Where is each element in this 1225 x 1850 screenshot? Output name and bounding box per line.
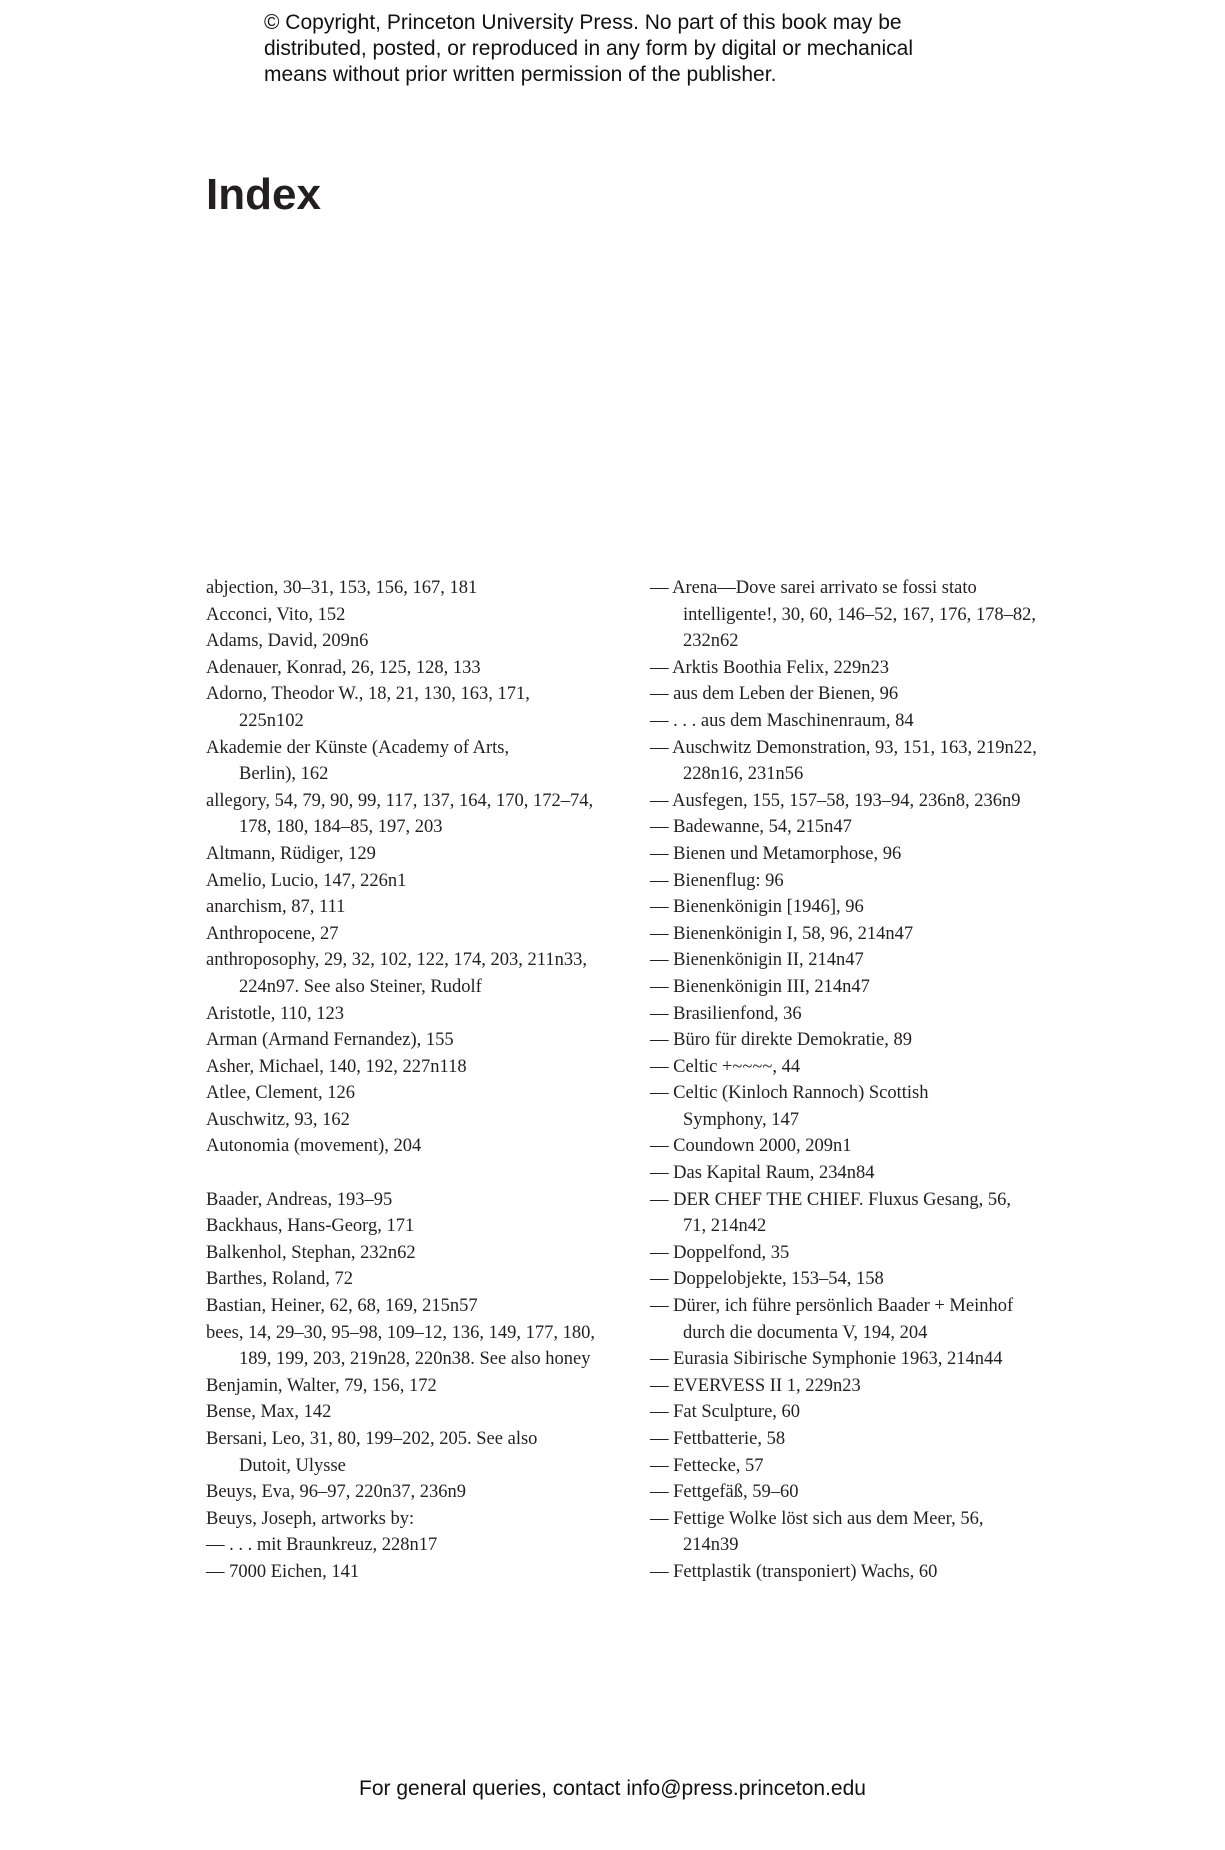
index-subentry: — Fettplastik (transponiert) Wachs, 60 [650, 1561, 938, 1582]
index-subentry: — . . . aus dem Maschinenraum, 84 [650, 710, 914, 731]
index-subentry: — Bienenkönigin I, 58, 96, 214n47 [650, 923, 914, 944]
index-subentry: — DER CHEF THE CHIEF. Fluxus Gesang, 56, [650, 1189, 1011, 1210]
index-subentry: — 7000 Eichen, 141 [206, 1561, 360, 1582]
index-subentry: — Bienenkönigin III, 214n47 [650, 976, 870, 997]
index-entry: Bense, Max, 142 [206, 1402, 332, 1423]
index-entry: Auschwitz, 93, 162 [206, 1109, 350, 1130]
index-entry: anarchism, 87, 111 [206, 897, 346, 918]
index-entry: Acconci, Vito, 152 [206, 604, 346, 625]
index-subentry: — Celtic (Kinloch Rannoch) Scottish [650, 1083, 929, 1104]
index-entry-continuation: 224n97. See also Steiner, Rudolf [239, 976, 482, 997]
copyright-line: means without prior written permission of the publisher. [264, 63, 777, 86]
copyright-notice [264, 10, 1044, 88]
index-subentry: — Auschwitz Demonstration, 93, 151, 163, 219n22, [650, 737, 1037, 758]
index-subentry: — aus dem Leben der Bienen, 96 [650, 684, 899, 705]
index-entry: Bersani, Leo, 31, 80, 199–202, 205. See also [206, 1429, 538, 1449]
index-entry-continuation: durch die documenta V, 194, 204 [683, 1322, 928, 1343]
index-entry: Akademie der Künste (Academy of Arts, [206, 737, 510, 758]
index-subentry: — Fettige Wolke löst sich aus dem Meer, 56, [650, 1508, 984, 1529]
copyright-line: distributed, posted, or reproduced in any form by digital or mechanical [264, 37, 914, 60]
index-subentry: — Bienenflug: 96 [650, 870, 784, 891]
index-entry: Adenauer, Konrad, 26, 125, 128, 133 [206, 657, 481, 678]
index-subentry: — Ausfegen, 155, 157–58, 193–94, 236n8, 236n9 [650, 790, 1021, 811]
index-entry: Adams, David, 209n6 [206, 631, 369, 652]
index-entry: Barthes, Roland, 72 [206, 1269, 353, 1290]
index-entry-continuation: 214n39 [683, 1535, 739, 1556]
index-subentry: — Fettgefäß, 59–60 [650, 1482, 799, 1503]
page-title: Index [206, 170, 321, 219]
index-subentry: — Fettecke, 57 [650, 1455, 764, 1476]
index-entry: Anthropocene, 27 [206, 923, 339, 944]
footer-text: For general queries, contact info@press.princeton.edu [359, 1777, 866, 1800]
index-entry: Arman (Armand Fernandez), 155 [206, 1030, 454, 1051]
index-subentry: — Coundown 2000, 209n1 [650, 1136, 852, 1157]
index-entry: Beuys, Eva, 96–97, 220n37, 236n9 [206, 1482, 467, 1503]
index-subentry: — Doppelfond, 35 [650, 1242, 790, 1263]
index-subentry: — Das Kapital Raum, 234n84 [650, 1163, 875, 1184]
index-subentry: — Eurasia Sibirische Symphonie 1963, 214n44 [650, 1349, 1003, 1370]
index-entry-continuation: 228n16, 231n56 [683, 764, 804, 785]
index-entry: allegory, 54, 79, 90, 99, 117, 137, 164, 170, 172–74, [206, 790, 594, 811]
index-subentry: — Celtic +~~~~, 44 [650, 1056, 801, 1077]
index-subentry: — Badewanne, 54, 215n47 [650, 817, 852, 838]
index-entry: Balkenhol, Stephan, 232n62 [206, 1242, 416, 1263]
index-subentry: — Fettbatterie, 58 [650, 1429, 786, 1449]
index-entry: Autonomia (movement), 204 [206, 1136, 422, 1157]
index-entry: bees, 14, 29–30, 95–98, 109–12, 136, 149, 177, 180, [206, 1322, 595, 1343]
index-column-left [206, 575, 626, 1586]
index-entry-continuation: 225n102 [239, 710, 304, 731]
index-entry-continuation: Symphony, 147 [683, 1109, 799, 1130]
index-entry: anthroposophy, 29, 32, 102, 122, 174, 203, 211n33, [206, 950, 587, 971]
index-column-right [650, 575, 1070, 1586]
index-entry: Backhaus, Hans-Georg, 171 [206, 1216, 415, 1237]
index-entry: Altmann, Rüdiger, 129 [206, 843, 376, 864]
index-entry-continuation: 189, 199, 203, 219n28, 220n38. See also honey [239, 1349, 591, 1370]
index-subentry: — Brasilienfond, 36 [650, 1003, 802, 1024]
index-entry: Baader, Andreas, 193–95 [206, 1189, 393, 1210]
index-subentry: — EVERVESS II 1, 229n23 [650, 1375, 861, 1396]
footer-contact [0, 1776, 1225, 1802]
index-entry: Benjamin, Walter, 79, 156, 172 [206, 1375, 437, 1396]
index-subentry: — Bienenkönigin [1946], 96 [650, 897, 864, 918]
index-entry: Adorno, Theodor W., 18, 21, 130, 163, 171, [206, 684, 530, 705]
index-subentry: — Doppelobjekte, 153–54, 158 [650, 1269, 884, 1290]
index-entry: Atlee, Clement, 126 [206, 1083, 355, 1104]
index-subentry: — Arena—Dove sarei arrivato se fossi stato [650, 578, 977, 598]
index-entry-continuation: Berlin), 162 [239, 764, 329, 785]
index-subentry: — Büro für direkte Demokratie, 89 [650, 1030, 913, 1051]
copyright-line: © Copyright, Princeton University Press. No part of this book may be [264, 11, 902, 34]
index-subentry: — Dürer, ich führe persönlich Baader + Meinhof [650, 1296, 1014, 1317]
index-entry: Bastian, Heiner, 62, 68, 169, 215n57 [206, 1296, 478, 1317]
index-subentry: — Arktis Boothia Felix, 229n23 [650, 657, 889, 678]
index-entry-continuation: Dutoit, Ulysse [239, 1455, 346, 1476]
index-subentry: — . . . mit Braunkreuz, 228n17 [206, 1535, 438, 1556]
index-entry-continuation: 71, 214n42 [683, 1216, 767, 1237]
index-subentry: — Bienenkönigin II, 214n47 [650, 950, 864, 971]
index-subentry: — Fat Sculpture, 60 [650, 1402, 801, 1423]
index-entry: Amelio, Lucio, 147, 226n1 [206, 870, 407, 891]
index-entry-continuation: 178, 180, 184–85, 197, 203 [239, 817, 443, 838]
index-entry: abjection, 30–31, 153, 156, 167, 181 [206, 578, 478, 598]
index-entry: Aristotle, 110, 123 [206, 1003, 345, 1024]
index-entry-continuation: intelligente!, 30, 60, 146–52, 167, 176, 178–82, [683, 604, 1037, 625]
index-entry: Beuys, Joseph, artworks by: [206, 1508, 415, 1529]
index-entry-continuation: 232n62 [683, 631, 739, 652]
index-subentry: — Bienen und Metamorphose, 96 [650, 843, 902, 864]
index-entry: Asher, Michael, 140, 192, 227n118 [206, 1056, 467, 1077]
